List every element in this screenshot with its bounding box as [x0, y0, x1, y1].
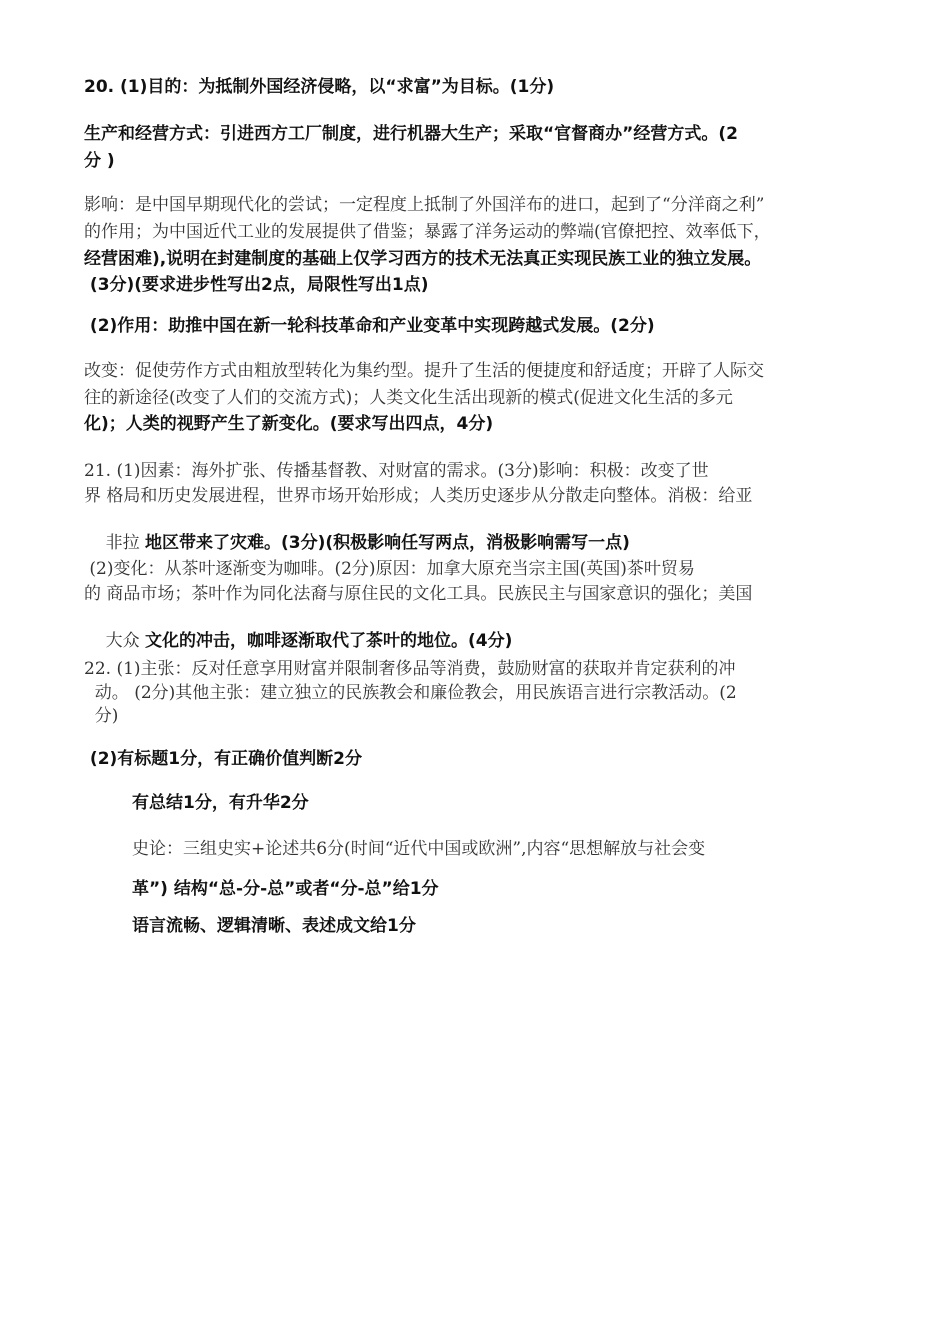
q20-line-3: 分 ) [84, 151, 115, 171]
q20-line-9: 改变：促使劳作方式由粗放型转化为集约型。提升了生活的便捷度和舒适度；开辟了人际交 [84, 361, 764, 381]
q22-line-5: 有总结1分，有升华2分 [132, 793, 309, 813]
q22-line-6: 史论：三组史实+论述共6分(时间“近代中国或欧洲”,内容“思想解放与社会变 [132, 839, 706, 859]
q20-line-1: 20. (1)目的：为抵制外国经济侵略，以“求富”为目标。(1分) [84, 77, 555, 97]
q21-line-6-lead: 大众 [105, 631, 146, 651]
q21-line-3-lead: 非拉 [105, 533, 146, 553]
q20-line-11: 化)；人类的视野产生了新变化。(要求写出四点，4分) [84, 414, 494, 434]
q20-line-6: 经营困难),说明在封建制度的基础上仅学习西方的技术无法真正实现民族工业的独立发展。 [84, 249, 762, 269]
q22-line-7: 革”) 结构“总-分-总”或者“分-总”给1分 [132, 879, 439, 899]
q20-line-4: 影响：是中国早期现代化的尝试；一定程度上抵制了外国洋布的进口，起到了“分洋商之利” [84, 195, 765, 215]
q22-line-2: 动。 (2分)其他主张：建立独立的民族教会和廉俭教会，用民族语言进行宗教活动。(2 [84, 683, 737, 703]
q22-line-8: 语言流畅、逻辑清晰、表述成文给1分 [132, 916, 416, 936]
q21-line-4: (2)变化：从茶叶逐渐变为咖啡。(2分)原因：加拿大原充当宗主国(英国)茶叶贸易 [84, 559, 695, 579]
q22-line-3: 分) [84, 706, 119, 726]
q21-line-5: 的 商品市场；茶叶作为同化法裔与原住民的文化工具。民族民主与国家意识的强化；美国 [84, 584, 753, 604]
q21-line-3-rest: 地区带来了灾难。(3分)(积极影响任写两点，消极影响需写一点) [145, 533, 630, 553]
q21-line-2: 界 格局和历史发展进程，世界市场开始形成；人类历史逐步从分散走向整体。消极：给亚 [84, 486, 753, 506]
q20-line-2: 生产和经营方式：引进西方工厂制度，进行机器大生产；采取“官督商办”经营方式。(2 [84, 124, 738, 144]
q22-line-4: (2)有标题1分，有正确价值判断2分 [84, 749, 362, 769]
q20-line-10: 往的新途径(改变了人们的交流方式)；人类文化生活出现新的模式(促进文化生活的多元 [84, 388, 733, 408]
q22-line-1: 22. (1)主张：反对任意享用财富并限制奢侈品等消费，鼓励财富的获取并肯定获利的冲 [84, 659, 736, 679]
q21-line-6-rest: 文化的冲击，咖啡逐渐取代了茶叶的地位。(4分) [145, 631, 513, 651]
q20-line-8: (2)作用：助推中国在新一轮科技革命和产业变革中实现跨越式发展。(2分) [84, 316, 655, 336]
q20-line-5: 的作用；为中国近代工业的发展提供了借鉴；暴露了洋务运动的弊端(官僚把控、效率低下， [84, 222, 771, 242]
q20-line-7: (3分)(要求进步性写出2点，局限性写出1点) [84, 275, 429, 295]
q21-line-1: 21. (1)因素：海外扩张、传播基督教、对财富的需求。(3分)影响：积极：改变了世 [84, 461, 709, 481]
